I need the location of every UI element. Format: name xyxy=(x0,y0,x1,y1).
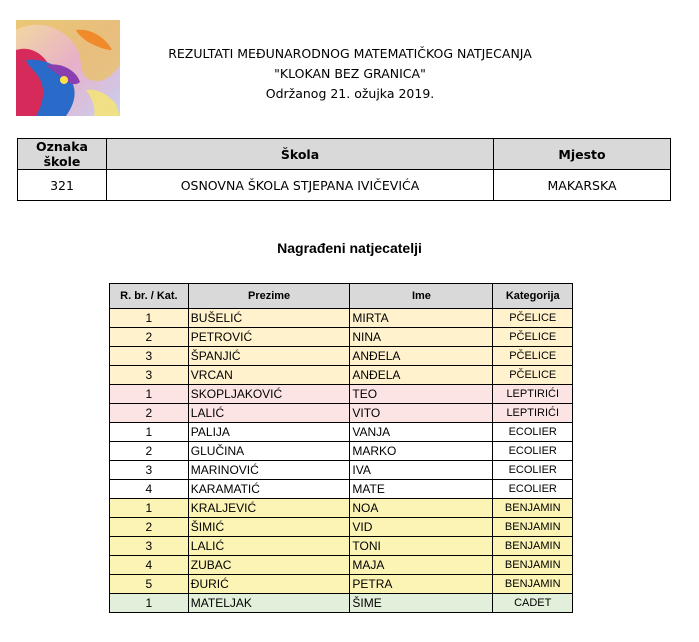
table-row xyxy=(110,347,573,366)
category-cell: BENJAMIN xyxy=(493,575,573,594)
rank-cell: 1 xyxy=(110,594,189,613)
surname-cell: LALIĆ xyxy=(188,537,350,556)
column-place: Mjesto xyxy=(494,139,671,170)
winners-table xyxy=(109,283,573,613)
table-row xyxy=(110,309,573,328)
surname-cell: VRCAN xyxy=(188,366,350,385)
winners-table-header xyxy=(110,284,573,309)
surname-cell: SKOPLJAKOVIĆ xyxy=(188,385,350,404)
column-school: Škola xyxy=(107,139,494,170)
name-cell: NOA xyxy=(350,499,493,518)
table-row xyxy=(110,328,573,347)
rank-cell: 1 xyxy=(110,423,189,442)
category-cell: BENJAMIN xyxy=(493,537,573,556)
report-header xyxy=(150,44,550,104)
school-place: MAKARSKA xyxy=(494,170,671,201)
column-name: Ime xyxy=(350,284,493,309)
category-cell: PČELICE xyxy=(493,309,573,328)
rank-cell: 1 xyxy=(110,385,189,404)
rank-cell: 1 xyxy=(110,499,189,518)
name-cell: VID xyxy=(350,518,493,537)
school-name: OSNOVNA ŠKOLA STJEPANA IVIČEVIĆA xyxy=(107,170,494,201)
category-cell: PČELICE xyxy=(493,366,573,385)
rank-cell: 3 xyxy=(110,537,189,556)
table-row xyxy=(110,423,573,442)
name-cell: ŠIME xyxy=(350,594,493,613)
surname-cell: BUŠELIĆ xyxy=(188,309,350,328)
surname-cell: ŠIMIĆ xyxy=(188,518,350,537)
name-cell: PETRA xyxy=(350,575,493,594)
rank-cell: 1 xyxy=(110,309,189,328)
name-cell: MAJA xyxy=(350,556,493,575)
header-line-3: Održanog 21. ožujka 2019. xyxy=(265,86,435,101)
surname-cell: PETROVIĆ xyxy=(188,328,350,347)
surname-cell: MATELJAK xyxy=(188,594,350,613)
column-category: Kategorija xyxy=(493,284,573,309)
name-cell: VITO xyxy=(350,404,493,423)
name-cell: MIRTA xyxy=(350,309,493,328)
category-cell: ECOLIER xyxy=(493,442,573,461)
name-cell: VANJA xyxy=(350,423,493,442)
school-table-header xyxy=(18,139,671,170)
rank-cell: 4 xyxy=(110,480,189,499)
table-row xyxy=(110,594,573,613)
category-cell: PČELICE xyxy=(493,347,573,366)
surname-cell: GLUČINA xyxy=(188,442,350,461)
school-row xyxy=(18,170,671,201)
rank-cell: 2 xyxy=(110,404,189,423)
name-cell: NINA xyxy=(350,328,493,347)
surname-cell: ŠPANJIĆ xyxy=(188,347,350,366)
surname-cell: PALIJA xyxy=(188,423,350,442)
rank-cell: 2 xyxy=(110,518,189,537)
table-row xyxy=(110,499,573,518)
table-row xyxy=(110,575,573,594)
column-rank: R. br. / Kat. xyxy=(110,284,189,309)
table-row xyxy=(110,537,573,556)
category-cell: BENJAMIN xyxy=(493,518,573,537)
name-cell: MATE xyxy=(350,480,493,499)
table-row xyxy=(110,518,573,537)
rank-cell: 5 xyxy=(110,575,189,594)
column-school-code: Oznaka škole xyxy=(18,139,107,170)
table-row xyxy=(110,442,573,461)
table-row xyxy=(110,556,573,575)
category-cell: BENJAMIN xyxy=(493,556,573,575)
category-cell: ECOLIER xyxy=(493,461,573,480)
winners-table-body xyxy=(110,309,573,613)
category-cell: CADET xyxy=(493,594,573,613)
rank-cell: 2 xyxy=(110,328,189,347)
surname-cell: MARINOVIĆ xyxy=(188,461,350,480)
table-row xyxy=(110,404,573,423)
kangaroo-logo-icon xyxy=(16,20,120,116)
category-cell: LEPTIRIĆI xyxy=(493,385,573,404)
winners-title: Nagrađeni natjecatelji xyxy=(277,240,422,256)
rank-cell: 4 xyxy=(110,556,189,575)
surname-cell: KARAMATIĆ xyxy=(188,480,350,499)
name-cell: IVA xyxy=(350,461,493,480)
school-table xyxy=(17,138,671,201)
name-cell: MARKO xyxy=(350,442,493,461)
surname-cell: LALIĆ xyxy=(188,404,350,423)
rank-cell: 3 xyxy=(110,461,189,480)
surname-cell: KRALJEVIĆ xyxy=(188,499,350,518)
category-cell: LEPTIRIĆI xyxy=(493,404,573,423)
surname-cell: ĐURIĆ xyxy=(188,575,350,594)
header-line-2: "KLOKAN BEZ GRANICA" xyxy=(274,66,426,81)
name-cell: ANĐELA xyxy=(350,366,493,385)
table-row xyxy=(110,461,573,480)
category-cell: BENJAMIN xyxy=(493,499,573,518)
surname-cell: ZUBAC xyxy=(188,556,350,575)
rank-cell: 3 xyxy=(110,366,189,385)
name-cell: ANĐELA xyxy=(350,347,493,366)
table-row xyxy=(110,480,573,499)
column-surname: Prezime xyxy=(188,284,350,309)
rank-cell: 3 xyxy=(110,347,189,366)
table-row xyxy=(110,366,573,385)
name-cell: TEO xyxy=(350,385,493,404)
category-cell: ECOLIER xyxy=(493,423,573,442)
name-cell: TONI xyxy=(350,537,493,556)
category-cell: PČELICE xyxy=(493,328,573,347)
table-row xyxy=(110,385,573,404)
category-cell: ECOLIER xyxy=(493,480,573,499)
header-line-1: REZULTATI MEĐUNARODNOG MATEMATIČKOG NATJECANJA xyxy=(168,46,532,61)
rank-cell: 2 xyxy=(110,442,189,461)
school-code: 321 xyxy=(18,170,107,201)
